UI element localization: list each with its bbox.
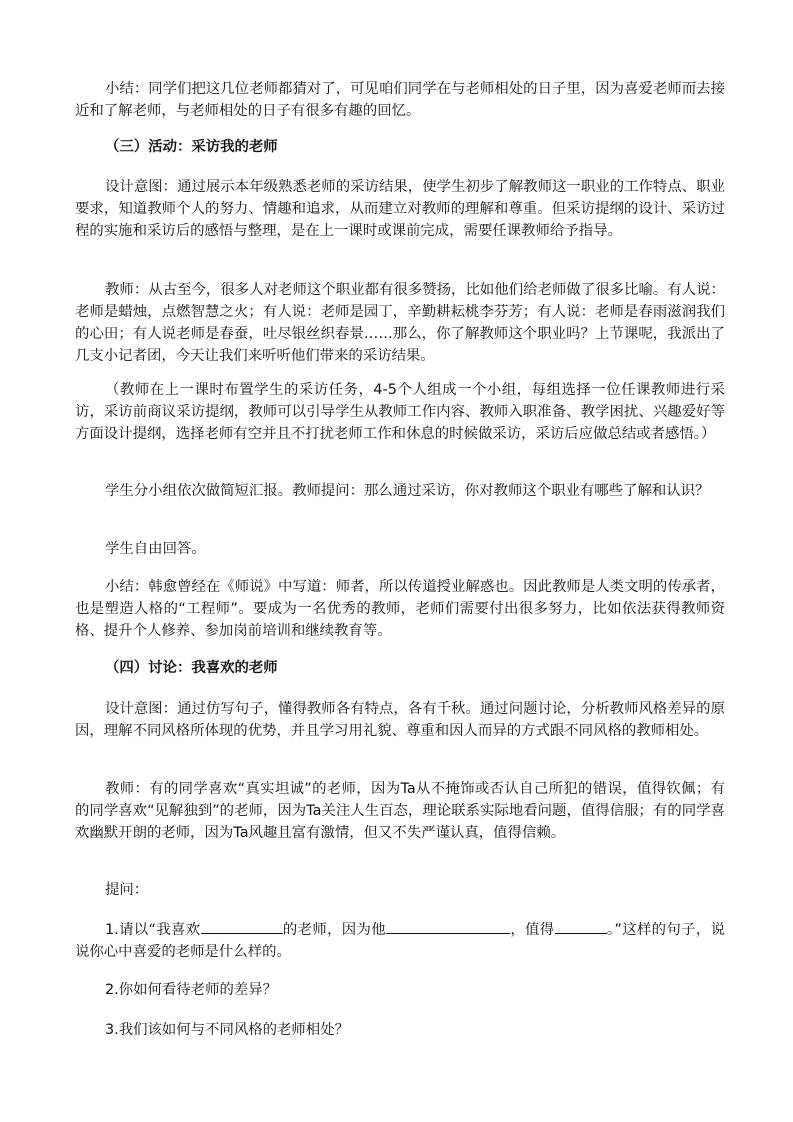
question-prompt: 提问： xyxy=(105,882,149,898)
question-1-text-c: ，值得 xyxy=(510,922,555,938)
question-2: 2.你如何看待老师的差异？ xyxy=(105,982,278,998)
design-intent-paragraph-2: 设计意图：通过仿写句子，懂得教师各有特点，各有千秋。通过问题讨论，分析教师风格差异的原因，理解不同风格所体现的优势，并且学习用礼貌、尊重和因人而异的方式跟不同风格的教师相处。 xyxy=(75,701,725,739)
question-1-text-d: 。”这样的句子，说说你心中喜爱的老师是什么样的。 xyxy=(75,922,725,960)
question-3: 3.我们该如何与不同风格的老师相处？ xyxy=(105,1022,349,1038)
teacher-note-paragraph: （教师在上一课时布置学生的采访任务，4-5个人组成一个小组，每组选择一位任课教师进行采访，采访前商议采访提纲，教师可以引导学生从教师工作内容、教师入职准备、教学困扰、兴趣爱好等方面设计提纲，选择老师有空并且不打扰老师工作和休息的时候做采访，采访后应做总结或者感悟。） xyxy=(75,382,725,442)
teacher-speech-paragraph-2: 教师：有的同学喜欢“真实坦诚”的老师，因为Ta从不掩饰或否认自己所犯的错误，值得钦佩；有的同学喜欢“见解独到”的老师，因为Ta关注人生百态，理论联系实际地看问题，值得信服；有的同学喜欢幽默开朗的老师，因为Ta风趣且富有激情，但又不失严谨认真，值得信赖。 xyxy=(75,781,725,841)
design-intent-paragraph-1: 设计意图：通过展示本年级熟悉老师的采访结果，使学生初步了解教师这一职业的工作特点、职业要求，知道教师个人的努力、情趣和追求，从而建立对教师的理解和尊重。但采访提纲的设计、采访过程的实施和采访后的感悟与整理，是在上一课时或课前完成，需要任课教师给予指导。 xyxy=(75,179,725,239)
student-answer-paragraph: 学生自由回答。 xyxy=(105,541,206,557)
section-heading-4: （四）讨论：我喜欢的老师 xyxy=(105,660,278,676)
fill-blank-1 xyxy=(201,919,283,934)
question-1-text-a: 1.请以“我喜欢 xyxy=(105,922,201,938)
summary-paragraph-1: 小结：同学们把这几位老师都猜对了，可见咱们同学在与老师相处的日子里，因为喜爱老师而去接近和了解老师，与老师相处的日子有很多有趣的回忆。 xyxy=(75,81,725,119)
summary-paragraph-2: 小结：韩愈曾经在《师说》中写道：师者，所以传道授业解惑也。因此教师是人类文明的传承者，也是塑造人格的“工程师”。要成为一名优秀的教师，老师们需要付出很多努力，比如依法获得教师资格、提升个人修养、参加岗前培训和继续教育等。 xyxy=(75,579,725,639)
teacher-speech-paragraph-1: 教师：从古至今，很多人对老师这个职业都有很多赞扬，比如他们给老师做了很多比喻。有人说：老师是蜡烛，点燃智慧之火；有人说：老师是园丁，辛勤耕耘桃李芬芳；有人说：老师是春雨滋润我们的心田；有人说老师是春蚕，吐尽银丝织春景……那么，你了解教师这个职业吗？上节课呢，我派出了几支小记者团，今天让我们来听听他们带来的采访结果。 xyxy=(75,282,725,364)
question-1 xyxy=(75,919,725,963)
fill-blank-2 xyxy=(386,919,510,934)
student-report-paragraph: 学生分小组依次做简短汇报。教师提问：那么通过采访，你对教师这个职业有哪些了解和认识？ xyxy=(105,483,710,499)
question-1-text-b: 的老师，因为他 xyxy=(282,922,386,938)
section-heading-3: （三）活动：采访我的老师 xyxy=(105,139,278,155)
fill-blank-3 xyxy=(555,919,607,934)
